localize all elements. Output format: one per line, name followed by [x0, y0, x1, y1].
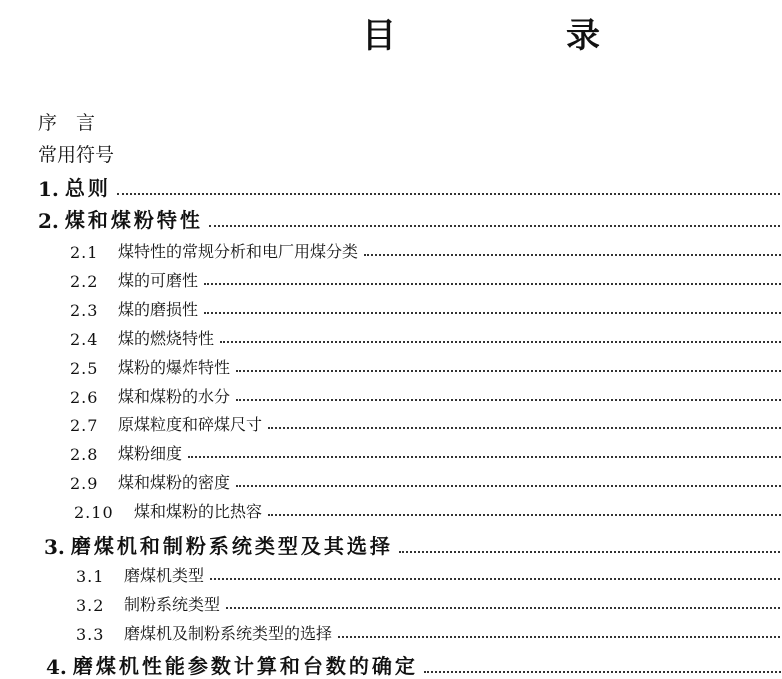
dot-leader	[236, 399, 782, 401]
dot-leader	[188, 456, 782, 458]
toc-section[interactable]	[70, 355, 782, 378]
dot-leader	[210, 578, 782, 580]
toc-entry-number: 3.3	[76, 625, 105, 644]
toc-entry-title: 总则	[64, 176, 111, 200]
toc-entry-number: 3.	[44, 535, 65, 559]
toc-entry-number: 2.2	[70, 272, 99, 291]
toc-chapter-1[interactable]	[38, 172, 782, 201]
toc-chapter-3[interactable]	[44, 530, 782, 559]
toc-section[interactable]	[70, 268, 782, 291]
toc-section[interactable]	[70, 297, 782, 320]
toc-entry-number: 2.4	[70, 330, 99, 349]
toc-entry-title: 制粉系统类型	[124, 595, 221, 614]
toc-entry-number: 2.8	[70, 445, 99, 464]
toc-entry-number: 4.	[46, 655, 67, 679]
toc-entry-title: 煤和煤粉的水分	[118, 387, 231, 406]
toc-section[interactable]	[70, 470, 782, 493]
dot-leader	[204, 283, 782, 285]
toc-section[interactable]	[70, 239, 782, 262]
toc-entry-title: 磨煤机及制粉系统类型的选择	[124, 624, 333, 643]
toc-entry-title: 煤的燃烧特性	[118, 329, 215, 348]
toc-entry-number: 1.	[38, 177, 59, 201]
dot-leader	[236, 370, 782, 372]
toc-entry-title: 原煤粒度和碎煤尺寸	[118, 415, 263, 434]
toc-entry-number: 2.6	[70, 388, 99, 407]
toc-entry-number: 2.5	[70, 359, 99, 378]
dot-leader	[268, 514, 782, 516]
dot-leader	[364, 254, 782, 256]
toc-entry-number: 2.7	[70, 416, 99, 435]
dot-leader	[209, 225, 782, 227]
dot-leader	[204, 312, 782, 314]
toc-entry-title: 磨煤机和制粉系统类型及其选择	[70, 534, 393, 558]
toc-entry-title: 煤特性的常规分析和电厂用煤分类	[118, 242, 359, 261]
dot-leader	[399, 551, 782, 553]
page-title-char: 目	[362, 16, 396, 56]
page-title-char: 录	[566, 16, 600, 56]
toc-chapter-2[interactable]	[38, 204, 782, 233]
toc-entry-number: 2.3	[70, 301, 99, 320]
toc-section[interactable]	[70, 326, 782, 349]
toc-entry-title: 煤的可磨性	[118, 271, 199, 290]
toc-entry-number: 3.2	[76, 596, 105, 615]
toc-entry-number: 2.	[38, 209, 59, 233]
toc-section[interactable]	[76, 592, 782, 615]
toc-section[interactable]	[70, 412, 782, 435]
toc-section[interactable]	[70, 441, 782, 464]
toc-entry-number: 2.10	[74, 503, 114, 522]
toc-entry-title: 磨煤机性能参数计算和台数的确定	[72, 654, 418, 678]
toc-section[interactable]	[76, 621, 782, 644]
dot-leader	[424, 671, 782, 673]
toc-entry-title: 煤的磨损性	[118, 300, 199, 319]
toc-symbols: 常用符号	[38, 144, 115, 166]
toc-entry-title: 煤和煤粉特性	[64, 208, 203, 232]
dot-leader	[268, 427, 782, 429]
dot-leader	[117, 193, 782, 195]
dot-leader	[226, 607, 782, 609]
toc-section[interactable]	[70, 384, 782, 407]
toc-entry-number: 2.9	[70, 474, 99, 493]
toc-section[interactable]	[76, 563, 782, 586]
toc-entry-title: 煤和煤粉的比热容	[134, 502, 263, 521]
toc-entry-title: 磨煤机类型	[124, 566, 205, 585]
dot-leader	[236, 485, 782, 487]
toc-entry-title: 煤粉的爆炸特性	[118, 358, 231, 377]
toc-section[interactable]	[74, 499, 782, 522]
dot-leader	[220, 341, 782, 343]
toc-entry-title: 煤粉细度	[118, 444, 183, 463]
toc-entry-title: 煤和煤粉的密度	[118, 473, 231, 492]
toc-entry-number: 2.1	[70, 243, 99, 262]
dot-leader	[338, 636, 782, 638]
toc-entry-number: 3.1	[76, 567, 105, 586]
toc-preface: 序 言	[38, 112, 96, 134]
